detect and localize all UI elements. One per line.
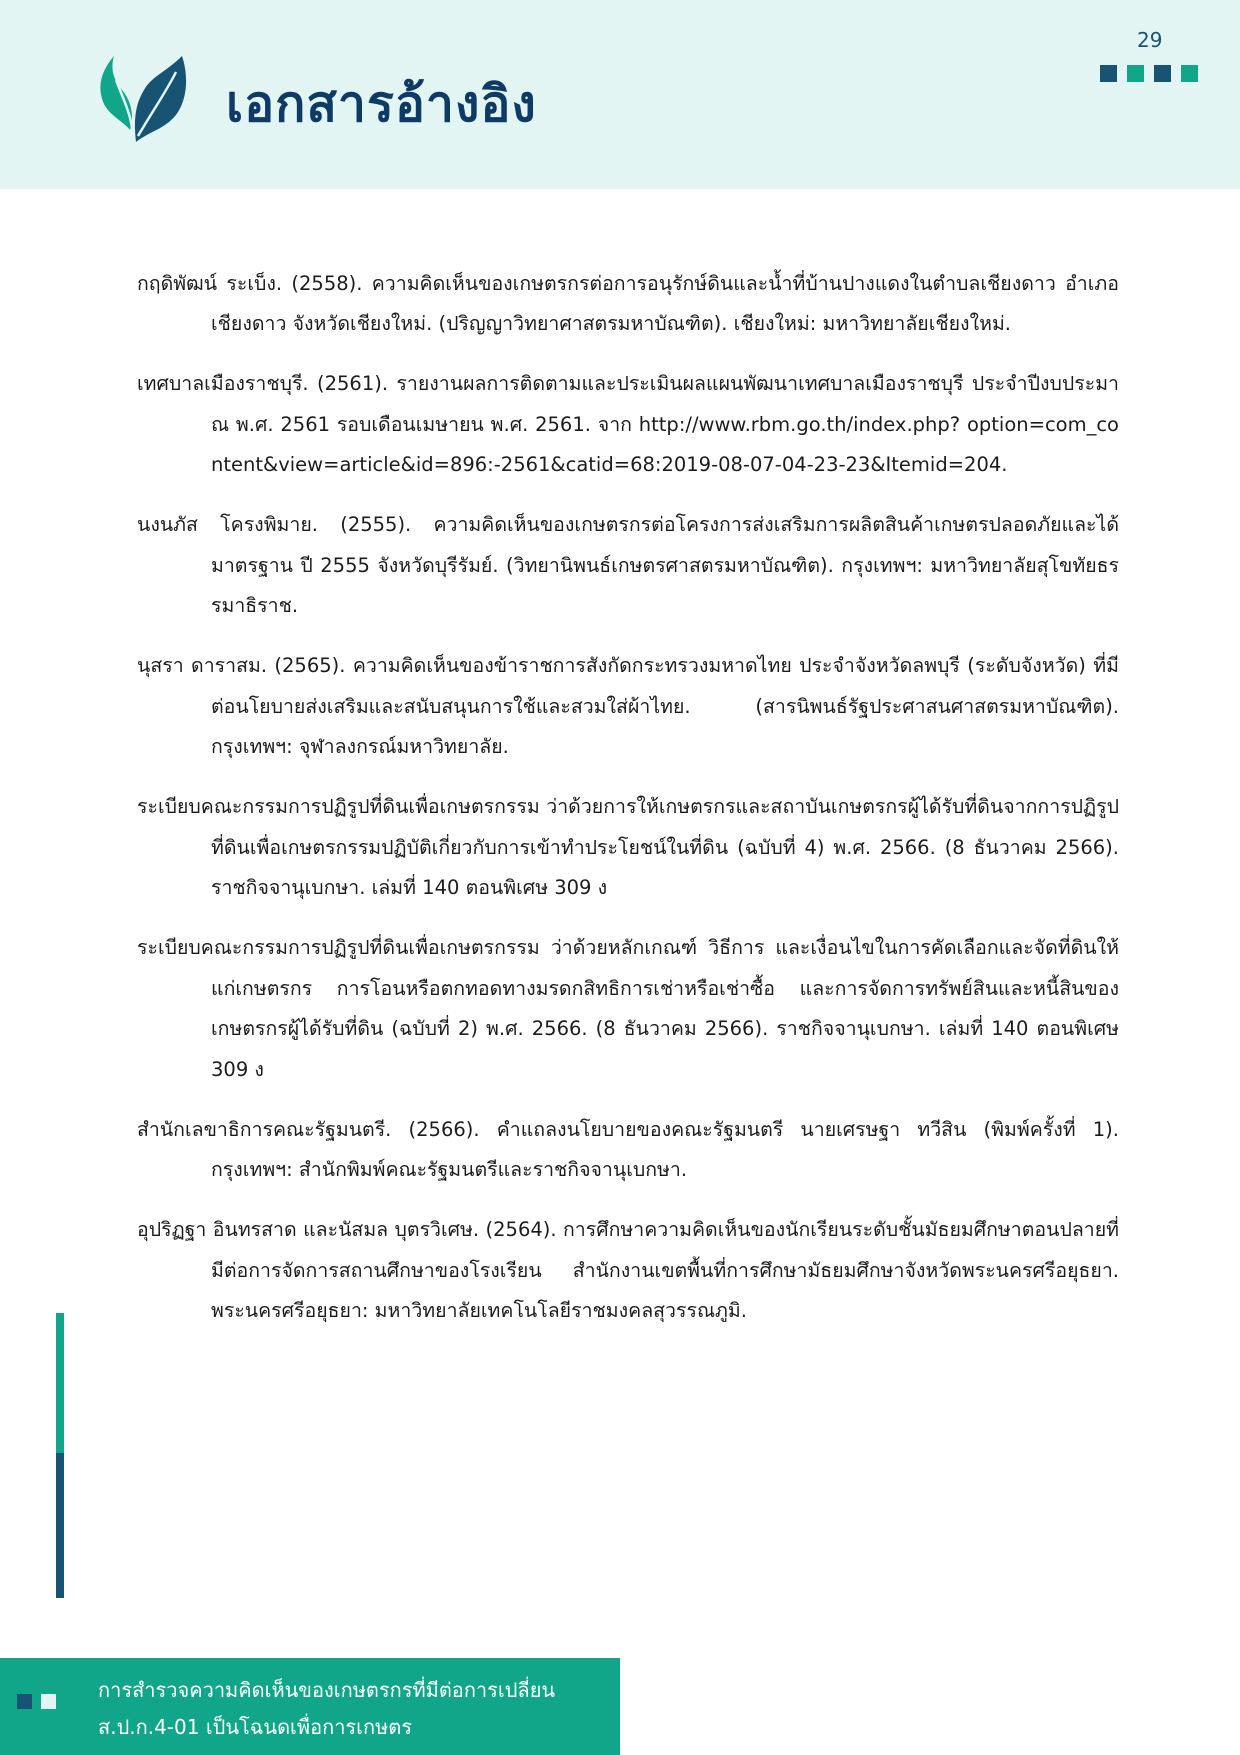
page-number: 29 bbox=[1137, 28, 1163, 52]
square-icon bbox=[1181, 65, 1198, 82]
footer-line-2: ส.ป.ก.4-01 เป็นโฉนดเพื่อการเกษตร bbox=[98, 1715, 413, 1739]
square-icon bbox=[41, 1694, 56, 1709]
reference-entry: กฤดิพัฒน์ ระเบ็ง. (2558). ความคิดเห็นของเกษตรกรต่อการอนุรักษ์ดินและน้ำที่บ้านปางแดงในตำบลเชียงดาว อำเภอเชียงดาว จังหวัดเชียงใหม่. (ปริญญาวิทยาศาสตรมหาบัณฑิต). เชียงใหม่: มหาวิทยาลัยเชียงใหม่. bbox=[137, 271, 1119, 335]
reference-entry: ระเบียบคณะกรรมการปฏิรูปที่ดินเพื่อเกษตรกรรม ว่าด้วยการให้เกษตรกรและสถาบันเกษตรกรผู้ได้รับที่ดินจากการปฏิรูปที่ดินเพื่อเกษตรกรรมปฏิบัติเกี่ยวกับการเข้าทำประโยชน์ในที่ดิน (ฉบับที่ 4) พ.ศ. 2566. (8 ธันวาคม 2566). ราชกิจจานุเบกษา. เล่มที่ 140 ตอนพิเศษ 309 ง bbox=[137, 795, 1119, 899]
reference-entry: อุปริฏฐา อินทรสาด และนัสมล บุตรวิเศษ. (2564). การศึกษาความคิดเห็นของนักเรียนระดับชั้นมัธยมศึกษาตอนปลายที่มีต่อการจัดการสถานศึกษาของโรงเรียน สำนักงานเขตพื้นที่การศึกษามัธยมศึกษาจังหวัดพระนครศรีอยุธยา. พระนครศรีอยุธยา: มหาวิทยาลัยเทคโนโลยีราชมงคลสุวรรณภูมิ. bbox=[137, 1218, 1119, 1322]
decorative-squares bbox=[1100, 65, 1198, 82]
square-icon bbox=[1154, 65, 1171, 82]
square-icon bbox=[1100, 65, 1117, 82]
leaf-icon bbox=[96, 56, 190, 142]
square-icon bbox=[17, 1694, 32, 1709]
reference-entry: ระเบียบคณะกรรมการปฏิรูปที่ดินเพื่อเกษตรกรรม ว่าด้วยหลักเกณฑ์ วิธีการ และเงื่อนไขในการคัดเลือกและจัดที่ดินให้แก่เกษตรกร การโอนหรือตกทอดทางมรดกสิทธิการเช่าหรือเช่าซื้อ และการจัดการทรัพย์สินและหนี้สินของเกษตรกรผู้ได้รับที่ดิน (ฉบับที่ 2) พ.ศ. 2566. (8 ธันวาคม 2566). ราชกิจจานุเบกษา. เล่มที่ 140 ตอนพิเศษ 309 ง bbox=[137, 936, 1119, 1081]
square-icon bbox=[1127, 65, 1144, 82]
page-footer bbox=[0, 1658, 620, 1755]
footer-title bbox=[98, 1672, 555, 1746]
reference-entry: นงนภัส โครงพิมาย. (2555). ความคิดเห็นของเกษตรกรต่อโครงการส่งเสริมการผลิตสินค้าเกษตรปลอดภัยและได้มาตรฐาน ปี 2555 จังหวัดบุรีรัมย์. (วิทยานิพนธ์เกษตรศาสตรมหาบัณฑิต). กรุงเทพฯ: มหาวิทยาลัยสุโขทัยธรรมาธิราช. bbox=[137, 513, 1119, 617]
side-accent-bar-navy bbox=[56, 1453, 64, 1598]
side-accent-bar-teal bbox=[56, 1313, 64, 1453]
reference-list bbox=[137, 244, 1119, 1342]
reference-entry: สำนักเลขาธิการคณะรัฐมนตรี. (2566). คำแถลงนโยบายของคณะรัฐมนตรี นายเศรษฐา ทวีสิน (พิมพ์ครั้งที่ 1). กรุงเทพฯ: สำนักพิมพ์คณะรัฐมนตรีและราชกิจจานุเบกษา. bbox=[137, 1117, 1119, 1181]
page-header bbox=[0, 0, 1240, 189]
footer-line-1: การสำรวจความคิดเห็นของเกษตรกรที่มีต่อการเปลี่ยน bbox=[98, 1678, 556, 1702]
reference-entry: เทศบาลเมืองราชบุรี. (2561). รายงานผลการติดตามและประเมินผลแผนพัฒนาเทศบาลเมืองราชบุรี ประจำปีงบประมาณ พ.ศ. 2561 รอบเดือนเมษายน พ.ศ. 2561. จาก http://www.rbm.go.th/index.php? option=com_content&view=article&id=896:-2561&catid=68:2019-08-07-04-23-23&Itemid=204. bbox=[137, 372, 1119, 476]
reference-entry: นุสรา ดาราสม. (2565). ความคิดเห็นของข้าราชการสังกัดกระทรวงมหาดไทย ประจำจังหวัดลพบุรี (ระดับจังหวัด) ที่มีต่อนโยบายส่งเสริมและสนับสนุนการใช้และสวมใส่ผ้าไทย. (สารนิพนธ์รัฐประศาสนศาสตรมหาบัณฑิต). กรุงเทพฯ: จุฬาลงกรณ์มหาวิทยาลัย. bbox=[137, 654, 1119, 758]
page-title: เอกสารอ้างอิง bbox=[226, 75, 537, 133]
